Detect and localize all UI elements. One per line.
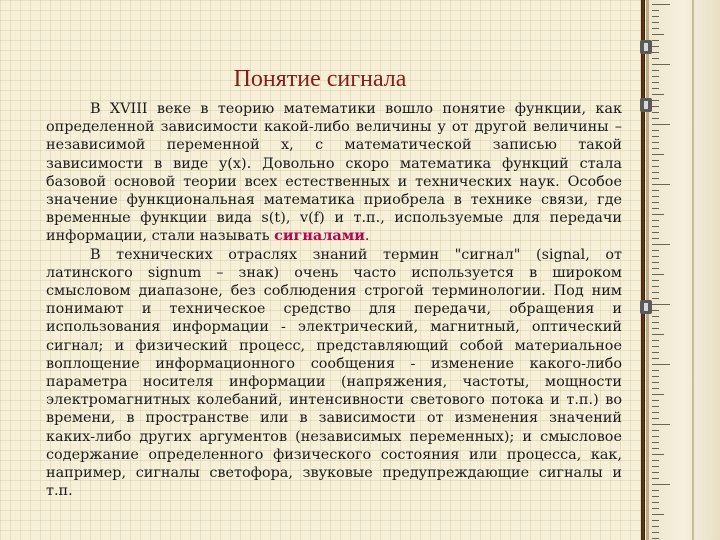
ruler-tick [652,46,659,47]
ruler-tick [652,34,664,35]
ruler-tick [652,418,659,419]
ruler-tick [652,322,659,323]
ruler-tick [652,10,659,11]
ruler-tick [652,232,659,233]
ruler-tick [652,268,659,269]
ruler-tick [652,442,659,443]
ruler-tick [652,274,664,275]
ruler-tick [652,226,659,227]
ruler-tick [652,88,659,89]
ruler-tick [652,280,659,281]
paragraph-2-text: В технических отраслях знаний термин "сигнал" (signal, от латинского signum – знак) очень часто используется в широком смысловом диапазоне, без соблюдения строгой терминологии. Под ним понимают и техническое средство для передачи, обращения и использования информации - электрический, магнитный, оптический сигнал; и физический процесс, представляющий собой материальное воплощение информационного сообщения - изменение какого-либо параметра носителя информации (напряжения, частоты, мощности электромагнитных колебаний, интенсивности светового потока и т.п.) во времени, в пространстве или в зависимости от изменения значений каких-либо других аргументов (независимых переменных); и смысловое содержание определенного физического состояния или процесса, как, например, сигналы светофора, звуковые предупреждающие сигналы и т.п. [46,246,622,500]
ruler-tick [652,376,659,377]
ruler-tick [652,94,664,95]
ruler-marker [640,98,652,112]
ruler-tick [652,412,659,413]
ruler-tick [652,340,659,341]
ruler-tick [652,154,664,155]
decorative-bar [641,0,645,540]
ruler-tick [652,166,659,167]
ruler-tick [652,448,659,449]
ruler-tick [652,64,670,65]
ruler-tick [652,262,659,263]
ruler-tick [652,502,659,503]
ruler-tick [652,70,659,71]
paragraph-1-text: В XVIII веке в теорию математики вошло понятие функции, как определенной зависимости какой-либо величины y от другой величины – независимой переменной x, с математической записью такой зависимости в виде y(x). Довольно скоро математика функций стала базовой основой теории всех естественных и технических наук. Особое значение функциональная математика приобрела в технике связи, где временные функции вида s(t), v(f) и т.п., используемые для передачи информации, стали называть [46,101,622,245]
ruler-tick [652,430,659,431]
ruler-tick [652,142,659,143]
paragraph-1-end: . [364,228,370,245]
ruler-tick [652,532,659,533]
ruler-tick [652,100,659,101]
ruler-tick [652,220,659,221]
ruler-tick [652,250,659,251]
ruler-tick [652,238,659,239]
ruler-tick [652,526,659,527]
ruler-tick [652,334,664,335]
slide-title: Понятие сигнала [233,66,407,92]
ruler-tick [652,514,664,515]
ruler-tick [652,136,659,137]
ruler-tick [652,292,659,293]
ruler-tick [652,388,659,389]
ruler-tick [652,316,659,317]
ruler-tick [652,184,670,185]
ruler-tick [652,478,659,479]
ruler-tick [652,148,659,149]
ruler-tick [652,460,659,461]
ruler-tick [652,358,659,359]
ruler-tick [652,202,659,203]
ruler-tick [652,244,670,245]
ruler-marker [640,300,652,314]
ruler-tick [652,472,659,473]
ruler-tick [652,304,670,305]
ruler-decoration [646,0,720,540]
ruler-tick [652,214,664,215]
highlight-term: сигналами [274,227,365,245]
ruler-tick [652,394,664,395]
ruler-tick [652,22,659,23]
ruler-tick [652,496,659,497]
ruler-tick [652,328,659,329]
ruler-tick [652,400,659,401]
ruler-tick [652,58,659,59]
ruler-tick [652,106,659,107]
paragraph-2 [46,246,622,501]
ruler-tick [652,454,664,455]
ruler-tick [652,436,659,437]
ruler-tick [652,484,670,485]
ruler-tick [652,76,659,77]
slide-body [46,100,622,500]
ruler-tick [652,190,659,191]
ruler-tick [652,16,659,17]
ruler-tick [652,4,670,5]
ruler-tick [652,520,659,521]
ruler-tick [652,406,659,407]
ruler-rail [692,0,694,540]
ruler-tick [652,112,659,113]
ruler-tick [652,82,659,83]
ruler-tick [652,208,659,209]
ruler-tick [652,160,659,161]
paragraph-1 [46,100,622,246]
ruler-tick [652,298,659,299]
ruler-tick [652,28,659,29]
ruler-tick [652,310,659,311]
ruler-tick [652,364,670,365]
ruler-tick [652,40,659,41]
ruler-tick [652,172,659,173]
ruler-tick [652,382,659,383]
ruler-tick [652,178,659,179]
ruler-tick [652,490,659,491]
ruler-tick [652,466,659,467]
ruler-tick [652,352,659,353]
ruler-marker [640,40,652,54]
ruler-tick [652,52,659,53]
ruler-tick [652,370,659,371]
ruler-tick [652,124,670,125]
ruler-tick [652,196,659,197]
ruler-tick [652,256,659,257]
ruler-tick [652,346,659,347]
ruler-tick [652,424,670,425]
ruler-edge [646,0,649,540]
ruler-tick [652,130,659,131]
ruler-tick [652,508,659,509]
ruler-tick [652,118,659,119]
ruler-tick [652,538,659,539]
ruler-tick [652,286,659,287]
